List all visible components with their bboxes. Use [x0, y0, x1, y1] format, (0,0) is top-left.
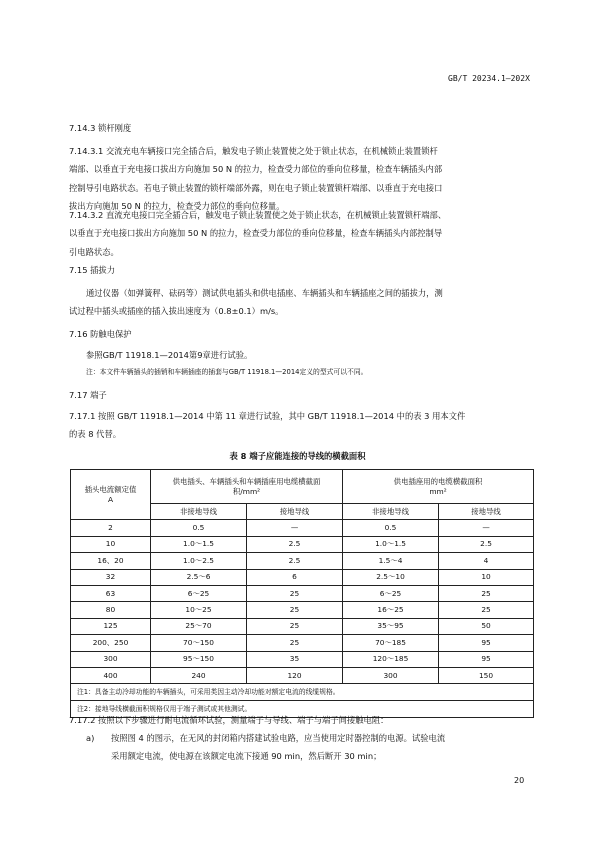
- cell: 25: [247, 602, 343, 618]
- cell: 2: [71, 520, 151, 536]
- cell: 6～25: [151, 585, 247, 601]
- conductor-cross-section-table: [70, 469, 534, 718]
- item-a-label: a): [86, 733, 95, 743]
- cell: 25: [439, 602, 534, 618]
- line: 引电路状态。: [69, 246, 119, 257]
- line: 拔出方向施加 50 N 的拉力，检查受力部位的垂向位移量。: [69, 201, 285, 212]
- line: 通过仪器（如弹簧秤、砝码等）测试供电插头和供电插座、车辆插头和车辆插座之间的插拔力，测: [86, 288, 443, 298]
- table-row: [71, 667, 534, 683]
- cell: 16～25: [343, 602, 439, 618]
- table-row: [71, 569, 534, 585]
- cell: 120～185: [343, 651, 439, 667]
- table-row: [71, 585, 534, 601]
- line: 采用额定电流，使电源在该额定电流下接通 90 min，然后断开 30 min；: [111, 751, 382, 762]
- cell: 32: [71, 569, 151, 585]
- paragraph-7-14-3-1: [69, 146, 541, 212]
- section-7-16-title: 7.16 防触电保护: [69, 329, 132, 339]
- cell: 25: [247, 635, 343, 651]
- paragraph-7-14-3-2: [69, 210, 541, 258]
- running-header: GB/T 20234.1—202X: [448, 74, 530, 83]
- cell: 50: [439, 618, 534, 634]
- table-row: [71, 618, 534, 634]
- cell: 2.5: [247, 536, 343, 552]
- table-row: [71, 520, 534, 536]
- table-row: [71, 553, 534, 569]
- cell: 63: [71, 585, 151, 601]
- cell: 300: [71, 651, 151, 667]
- cell: 80: [71, 602, 151, 618]
- header-rated-current: 插头电流额定值 A: [71, 470, 151, 520]
- cell: 25: [439, 585, 534, 601]
- paragraph-7-15: [69, 288, 541, 317]
- paragraph-7-16: 参照GB/T 11918.1—2014第9章进行试验。: [86, 350, 253, 360]
- line: 按照图 4 的图示，在无风的封闭箱内搭建试验电路，应当使用定时器控制的电源。试验电流: [111, 733, 446, 743]
- paragraph-7-17-2: 7.17.2 按照以下步骤进行耐电流循环试验，测量端子与导线、端子与端子间接触电阻：: [69, 715, 389, 725]
- cell: 120: [247, 667, 343, 683]
- item-a-text: [111, 733, 541, 762]
- cell: 10: [439, 569, 534, 585]
- table-row: [71, 635, 534, 651]
- cell: 1.0～1.5: [151, 536, 247, 552]
- line: 端部、以垂直于充电接口拔出方向施加 50 N 的拉力，检查受力部位的垂向位移量，检查车辆插头内部: [69, 164, 443, 175]
- table-note-1: 注1：具备主动冷却功能的车辆插头，可采用类因主动冷却功能对额定电流的线缆规格。: [71, 684, 534, 701]
- cell: 35～95: [343, 618, 439, 634]
- cell: 1.0～1.5: [343, 536, 439, 552]
- table-row: [71, 602, 534, 618]
- cell: 4: [439, 553, 534, 569]
- cell: 300: [343, 667, 439, 683]
- cell: 125: [71, 618, 151, 634]
- subheader: 接地导线: [247, 504, 343, 520]
- table-caption: 表 8 端子应能连接的导线的横截面积: [229, 451, 366, 461]
- cell: 70～185: [343, 635, 439, 651]
- line: 以垂直于充电接口拔出方向施加 50 N 的拉力，检查受力部位的垂向位移量，检查车辆插头内部控制导: [69, 228, 443, 239]
- cell: —: [439, 520, 534, 536]
- paragraph-7-17-1: [69, 411, 541, 440]
- cell: 2.5～10: [343, 569, 439, 585]
- cell: 35: [247, 651, 343, 667]
- cell: 240: [151, 667, 247, 683]
- line: 的表 8 代替。: [69, 429, 122, 440]
- cell: —: [247, 520, 343, 536]
- cell: 25～70: [151, 618, 247, 634]
- cell: 400: [71, 667, 151, 683]
- cell: 16、20: [71, 553, 151, 569]
- cell: 0.5: [151, 520, 247, 536]
- cell: 10～25: [151, 602, 247, 618]
- cell: 70～150: [151, 635, 247, 651]
- line: 7.14.3.1 交流充电车辆接口完全插合后，触发电子锁止装置使之处于锁止状态，在机械锁止装置锁杆: [69, 146, 438, 156]
- section-7-15-title: 7.15 插拔力: [69, 265, 116, 275]
- cell: 200、250: [71, 635, 151, 651]
- header-group-plug-cable: 供电插头、车辆插头和车辆插座用电缆横截面 积/mm²: [151, 470, 343, 504]
- cell: 6: [247, 569, 343, 585]
- cell: 2.5～6: [151, 569, 247, 585]
- note-7-16: 注：本文件车辆插头的插销和车辆插座的插套与GB/T 11918.1—2014定义的型式可以不同。: [86, 368, 368, 376]
- line: 7.14.3.2 直流充电接口完全插合后，触发电子锁止装置使之处于锁止状态，在机械锁止装置锁杆端部、: [69, 210, 447, 220]
- cell: 25: [247, 585, 343, 601]
- cell: 6～25: [343, 585, 439, 601]
- cell: 95～150: [151, 651, 247, 667]
- subheader: 非接地导线: [151, 504, 247, 520]
- table-note-row: [71, 684, 534, 701]
- section-7-17-title: 7.17 端子: [69, 390, 107, 400]
- subheader: 非接地导线: [343, 504, 439, 520]
- page-number: 20: [514, 776, 525, 785]
- cell: 2.5: [439, 536, 534, 552]
- line: 试过程中插头或插座的插入拔出速度为（0.8±0.1）m/s。: [69, 306, 284, 317]
- cell: 95: [439, 651, 534, 667]
- subheader: 接地导线: [439, 504, 534, 520]
- cell: 25: [247, 618, 343, 634]
- table-note-2: 注2：接地导线横截面积规格仅用于端子测试或其他测试。: [71, 701, 534, 718]
- cell: 2.5: [247, 553, 343, 569]
- cell: 1.0～2.5: [151, 553, 247, 569]
- cell: 1.5～4: [343, 553, 439, 569]
- cell: 10: [71, 536, 151, 552]
- cell: 95: [439, 635, 534, 651]
- table-row: [71, 536, 534, 552]
- line: 控制导引电路状态。若电子锁止装置的锁杆端部外露，则在电子锁止装置锁杆端部、以垂直于充电接口: [69, 182, 443, 193]
- header-group-socket-cable: 供电插座用的电缆横截面积 mm²: [343, 470, 534, 504]
- cell: 150: [439, 667, 534, 683]
- line: 7.17.1 按照 GB/T 11918.1—2014 中第 11 章进行试验，其中 GB/T 11918.1—2014 中的表 3 用本文件: [69, 411, 466, 421]
- cell: 0.5: [343, 520, 439, 536]
- section-7-14-3-title: 7.14.3 锁杆刚度: [69, 123, 132, 133]
- table-row: [71, 651, 534, 667]
